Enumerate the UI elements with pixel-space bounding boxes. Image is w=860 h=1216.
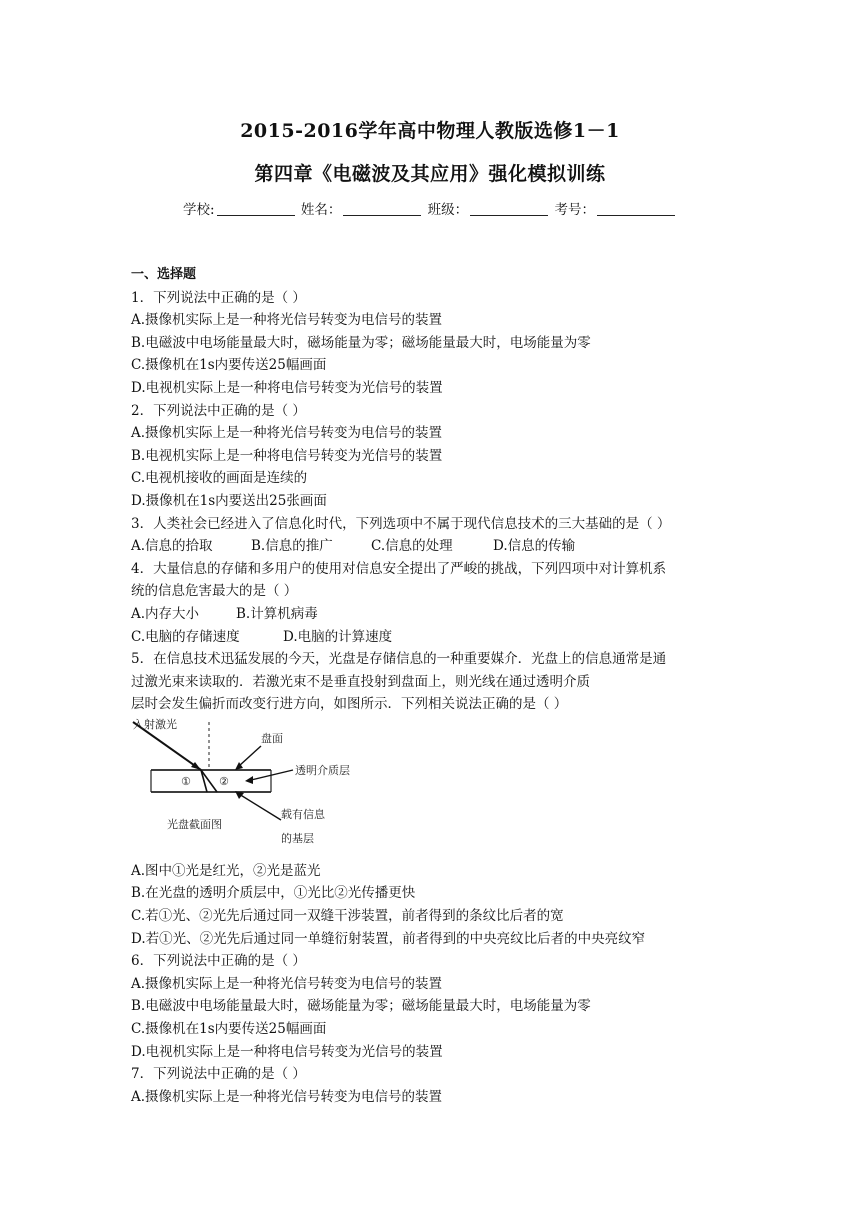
question-7-option-a: A.摄像机实际上是一种将光信号转变为电信号的装置 [131, 1088, 443, 1105]
question-2-option-b: B.电视机实际上是一种将电信号转变为光信号的装置 [131, 447, 443, 464]
question-5-option-c: C.若①光、②光先后通过同一双缝干涉装置，前者得到的条纹比后者的宽 [131, 908, 564, 925]
document-title: 2015-2016学年高中物理人教版选修1－1 [240, 120, 620, 142]
surface-leader [239, 746, 261, 766]
question-2-option-d: D.摄像机在1s内要送出25张画面 [131, 492, 327, 509]
question-6-option-c: C.摄像机在1s内要传送25幅画面 [131, 1021, 327, 1038]
class-label: 班级： [427, 202, 469, 218]
question-4-option-a: A.内存大小 [131, 605, 200, 622]
question-6-option-d: D.电视机实际上是一种将电信号转变为光信号的装置 [131, 1043, 443, 1060]
question-4-option-c: C.电脑的存储速度 [131, 628, 240, 645]
question-2-option-a: A.摄像机实际上是一种将光信号转变为电信号的装置 [131, 425, 443, 442]
question-6-option-b: B.电磁波中电场能量最大时，磁场能量为零；磁场能量最大时，电场能量为零 [131, 998, 591, 1015]
base-leader [239, 794, 281, 820]
question-3-option-c: C.信息的处理 [371, 538, 453, 555]
base-layer-label-line-2: 的基层 [281, 831, 314, 845]
name-label: 姓名： [300, 202, 342, 218]
optical-disc-cross-section-figure [131, 718, 391, 858]
question-5-option-b: B.在光盘的透明介质层中，①光比②光传播更快 [131, 885, 416, 902]
question-4-option-d: D.电脑的计算速度 [283, 628, 393, 645]
class-blank[interactable] [470, 203, 548, 216]
student-info-row [0, 198, 860, 218]
section-heading: 一、选择题 [131, 267, 197, 282]
question-1-option-d: D.电视机实际上是一种将电信号转变为光信号的装置 [131, 379, 443, 396]
question-1-option-a: A.摄像机实际上是一种将光信号转变为电信号的装置 [131, 312, 443, 329]
question-4-option-b: B.计算机病毒 [236, 605, 318, 622]
question-list [131, 264, 731, 1108]
question-3-stem: 3．人类社会已经进入了信息化时代，下列选项中不属于现代信息技术的三大基础的是（ ） [131, 515, 671, 532]
question-3-option-b: B.信息的推广 [251, 538, 333, 555]
question-1-option-b: B.电磁波中电场能量最大时，磁场能量为零；磁场能量最大时，电场能量为零 [131, 334, 591, 351]
exam-number-blank[interactable] [597, 203, 675, 216]
question-2-stem: 2．下列说法中正确的是（ ） [131, 402, 306, 419]
question-1-stem: 1．下列说法中正确的是（ ） [131, 289, 306, 306]
medium-leader [251, 770, 293, 780]
cross-section-label: 光盘截面图 [167, 817, 222, 831]
ray-1-label: ① [181, 774, 191, 788]
question-4-options-row-1 [131, 603, 731, 626]
ray-2-label: ② [219, 774, 229, 788]
name-blank[interactable] [343, 203, 421, 216]
incident-laser-label: 入射激光 [133, 717, 177, 731]
base-layer-label-line-1: 载有信息 [281, 807, 325, 821]
question-4-stem-line-1: 4．大量信息的存储和多用户的使用对信息安全提出了严峻的挑战，下列四项中对计算机系 [131, 560, 667, 577]
medium-leader-arrow [245, 776, 253, 784]
question-3-options [131, 535, 731, 558]
question-2-option-c: C.电视机接收的画面是连续的 [131, 470, 308, 487]
question-3-option-a: A.信息的拾取 [131, 538, 213, 555]
question-4-stem-line-2: 统的信息危害最大的是（ ） [131, 583, 298, 600]
question-7-stem: 7．下列说法中正确的是（ ） [131, 1066, 306, 1083]
disc-surface-label: 盘面 [261, 731, 283, 745]
exam-number-label: 考号： [554, 202, 595, 218]
question-3-option-d: D.信息的传输 [493, 538, 576, 555]
question-5-option-a: A.图中①光是红光，②光是蓝光 [131, 862, 321, 879]
transparent-medium-label: 透明介质层 [295, 763, 350, 777]
question-5-option-d: D.若①光、②光先后通过同一单缝衍射装置，前者得到的中央亮纹比后者的中央亮纹窄 [131, 930, 646, 947]
question-5-stem-line-2: 过激光束来读取的．若激光束不是垂直投射到盘面上，则光线在通过透明介质 [131, 673, 590, 690]
question-5-stem-line-1: 5．在信息技术迅猛发展的今天，光盘是存储信息的一种重要媒介．光盘上的信息通常是通 [131, 651, 667, 668]
school-blank[interactable] [217, 203, 295, 216]
question-4-options-row-2 [131, 626, 731, 649]
question-6-option-a: A.摄像机实际上是一种将光信号转变为电信号的装置 [131, 975, 443, 992]
school-label: 学校: [183, 202, 215, 218]
question-6-stem: 6．下列说法中正确的是（ ） [131, 953, 306, 970]
question-1-option-c: C.摄像机在1s内要传送25幅画面 [131, 357, 327, 374]
question-5-stem-line-3: 层时会发生偏折而改变行进方向，如图所示．下列相关说法正确的是（ ） [131, 696, 568, 713]
document-subtitle: 第四章《电磁波及其应用》强化模拟训练 [254, 163, 606, 185]
